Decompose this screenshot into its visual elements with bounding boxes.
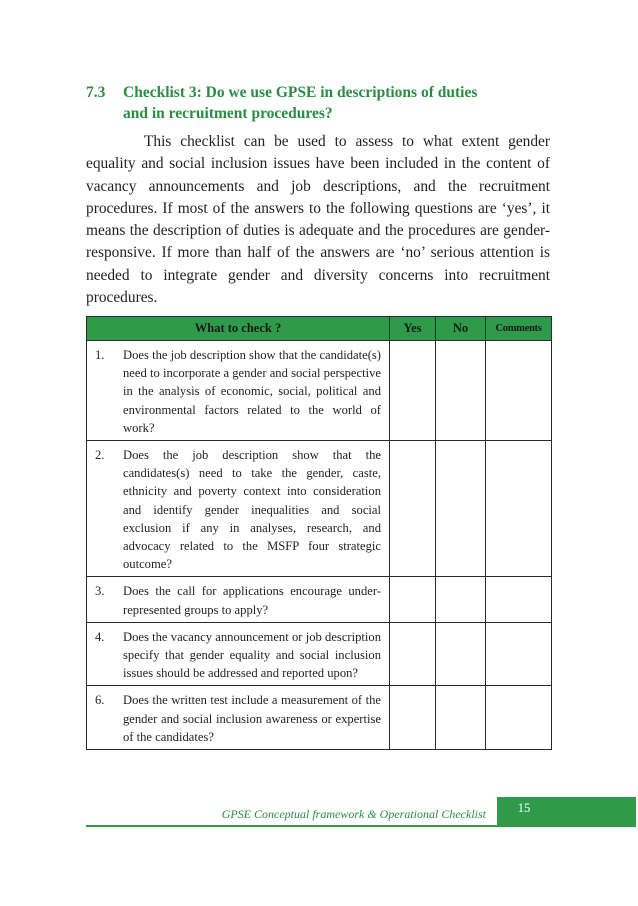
yes-cell[interactable]: [390, 441, 436, 577]
intro-paragraph: This checklist can be used to assess to what extent gender equality and social inclusion issues have been included in the content of vacancy announcements and job descriptions, and the recruitment procedures. If most of the answers to the following questions are ‘yes’, it means the description of duties is adequate and the procedures are gender-responsive. If more than half of the answers are ‘no’ serious attention is needed to integrate gender and diversity concerns into recruitment procedures.: [86, 133, 550, 307]
question-number: 2.: [95, 448, 105, 463]
question-text: Does the vacancy announcement or job description specify that gender equality and social inclusion issues should be addressed and reported upon?: [123, 629, 381, 681]
section-title-line1: Checklist 3: Do we use GPSE in descriptions of duties: [123, 84, 478, 101]
question-cell: [87, 577, 390, 622]
comments-cell[interactable]: [486, 441, 552, 577]
comments-cell[interactable]: [486, 686, 552, 750]
question-text: Does the job description show that the candidate(s) need to incorporate a gender and social perspective in the analysis of economic, social, political and environmental factors related to the world of work?: [123, 348, 381, 435]
question-text: Does the call for applications encourage under-represented groups to apply?: [123, 584, 381, 617]
footer-title: GPSE Conceptual framework & Operational Checklist: [221, 807, 486, 821]
question-number: 4.: [95, 629, 105, 644]
table-row: [87, 441, 552, 577]
no-cell[interactable]: [436, 622, 486, 686]
table-row: [87, 341, 552, 441]
yes-cell[interactable]: [390, 622, 436, 686]
question-text: Does the written test include a measurement of the gender and social inclusion awareness or expertise of the candidates?: [123, 693, 381, 744]
question-number: 1.: [95, 348, 105, 362]
section-heading: [86, 82, 556, 124]
section-title-line2: and in recruitment procedures?: [123, 105, 333, 122]
yes-cell[interactable]: [390, 686, 436, 750]
header-what-to-check: What to check ?: [87, 317, 390, 341]
page-number-box: [497, 797, 636, 826]
section-number: 7.3: [86, 84, 106, 101]
checklist-table: [86, 316, 552, 750]
header-comments: Comments: [486, 317, 552, 341]
table-row: [87, 577, 552, 622]
question-cell: [87, 622, 390, 686]
question-cell: [87, 341, 390, 441]
question-cell: [87, 686, 390, 750]
header-yes: Yes: [390, 317, 436, 341]
comments-cell[interactable]: [486, 341, 552, 441]
question-number: 3.: [95, 584, 105, 599]
question-text: Does the job description show that the candidates(s) need to take the gender, caste, ethnicity and poverty context into consideration and identify gender inequalities and social exclusion if any in analyses, research, and advocacy related to the MSFP four strategic outcome?: [123, 448, 381, 572]
yes-cell[interactable]: [390, 341, 436, 441]
no-cell[interactable]: [436, 441, 486, 577]
yes-cell[interactable]: [390, 577, 436, 622]
no-cell[interactable]: [436, 341, 486, 441]
no-cell[interactable]: [436, 577, 486, 622]
header-no: No: [436, 317, 486, 341]
question-cell: [87, 441, 390, 577]
comments-cell[interactable]: [486, 622, 552, 686]
question-number: 6.: [95, 693, 105, 708]
footer-divider: [86, 825, 636, 827]
table-row: [87, 686, 552, 750]
table-header-row: [87, 317, 552, 341]
table-row: [87, 622, 552, 686]
no-cell[interactable]: [436, 686, 486, 750]
page-number: 15: [517, 801, 531, 815]
comments-cell[interactable]: [486, 577, 552, 622]
